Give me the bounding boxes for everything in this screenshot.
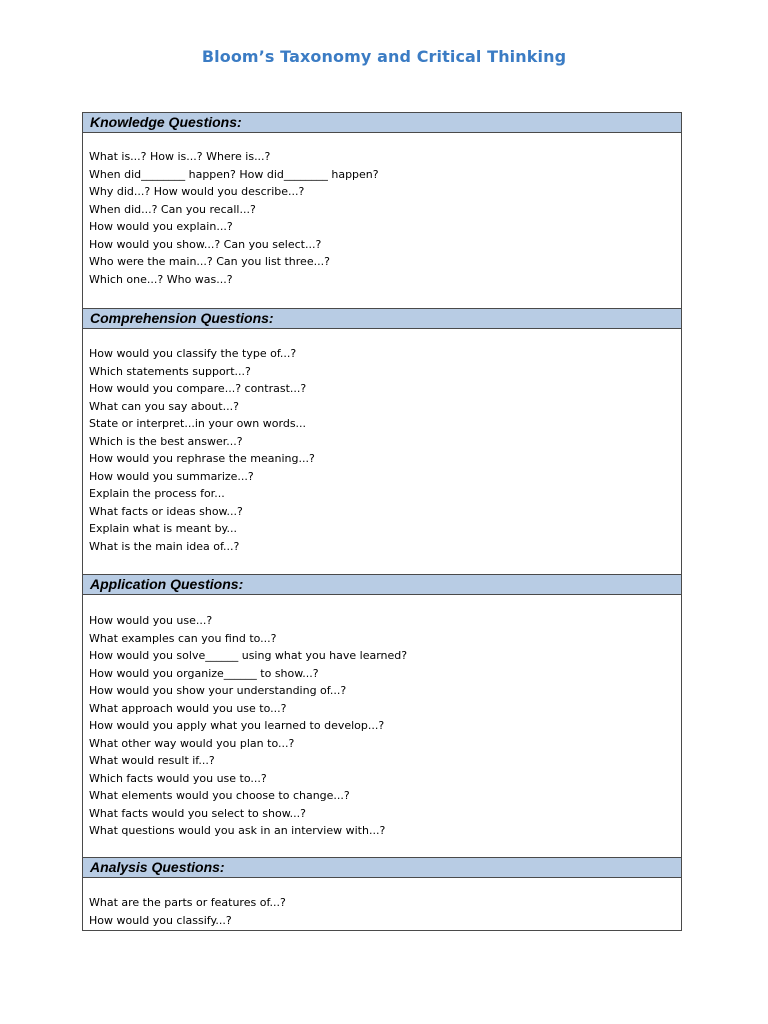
- section-body-comprehension: [83, 329, 681, 575]
- question-item: How would you explain...?: [89, 220, 233, 233]
- question-item: State or interpret...in your own words...: [89, 417, 307, 430]
- question-item: What elements would you choose to change...?: [89, 789, 350, 802]
- question-item: Who were the main...? Can you list three...?: [89, 255, 330, 268]
- question-item: When did...? Can you recall...?: [89, 202, 256, 216]
- question-item: What questions would you ask in an interview with...?: [89, 824, 386, 837]
- question-item: When did________ happen? How did________ happen?: [89, 167, 379, 181]
- question-item: How would you use...?: [89, 614, 213, 627]
- question-item: Explain what is meant by...: [89, 522, 237, 535]
- question-item: How would you show...? Can you select...?: [89, 237, 322, 251]
- section-body-application: [83, 595, 681, 858]
- question-item: What is the main idea of...?: [89, 539, 240, 553]
- section-header-knowledge: Knowledge Questions:: [83, 113, 681, 133]
- section-header-analysis: Analysis Questions:: [83, 858, 681, 878]
- document-title: Bloom’s Taxonomy and Critical Thinking: [201, 47, 567, 66]
- question-item: How would you summarize...?: [89, 469, 254, 483]
- section-header-comprehension: Comprehension Questions:: [83, 309, 681, 329]
- question-item: How would you classify the type of...?: [89, 347, 297, 360]
- question-item: Explain the process for...: [89, 487, 225, 500]
- question-item: How would you apply what you learned to develop...?: [89, 719, 385, 732]
- question-item: What are the parts or features of...?: [89, 896, 286, 909]
- question-item: Which facts would you use to...?: [89, 771, 267, 785]
- section-body-knowledge: [83, 133, 681, 309]
- question-item: How would you rephrase the meaning...?: [89, 452, 315, 465]
- question-item: How would you show your understanding of...?: [89, 684, 347, 697]
- question-item: How would you organize______ to show...?: [89, 666, 319, 680]
- question-item: What examples can you find to...?: [89, 631, 277, 645]
- question-item: Why did...? How would you describe...?: [89, 185, 305, 198]
- question-item: What would result if...?: [89, 754, 215, 767]
- question-item: What is...? How is...? Where is...?: [89, 150, 271, 163]
- question-item: How would you compare...? contrast...?: [89, 382, 307, 395]
- question-item: What other way would you plan to...?: [89, 736, 295, 750]
- questions-table: [82, 112, 682, 931]
- question-item: How would you classify...?: [89, 913, 232, 927]
- question-item: What can you say about...?: [89, 399, 239, 413]
- question-item: How would you solve______ using what you have learned?: [89, 649, 408, 662]
- section-header-application: Application Questions:: [83, 575, 681, 595]
- question-item: What facts would you select to show...?: [89, 806, 307, 820]
- question-item: Which is the best answer...?: [89, 434, 243, 448]
- question-item: Which statements support...?: [89, 364, 251, 378]
- question-item: Which one...? Who was...?: [89, 272, 233, 286]
- question-item: What approach would you use to...?: [89, 701, 287, 715]
- section-body-analysis: [83, 878, 681, 931]
- question-item: What facts or ideas show...?: [89, 504, 243, 518]
